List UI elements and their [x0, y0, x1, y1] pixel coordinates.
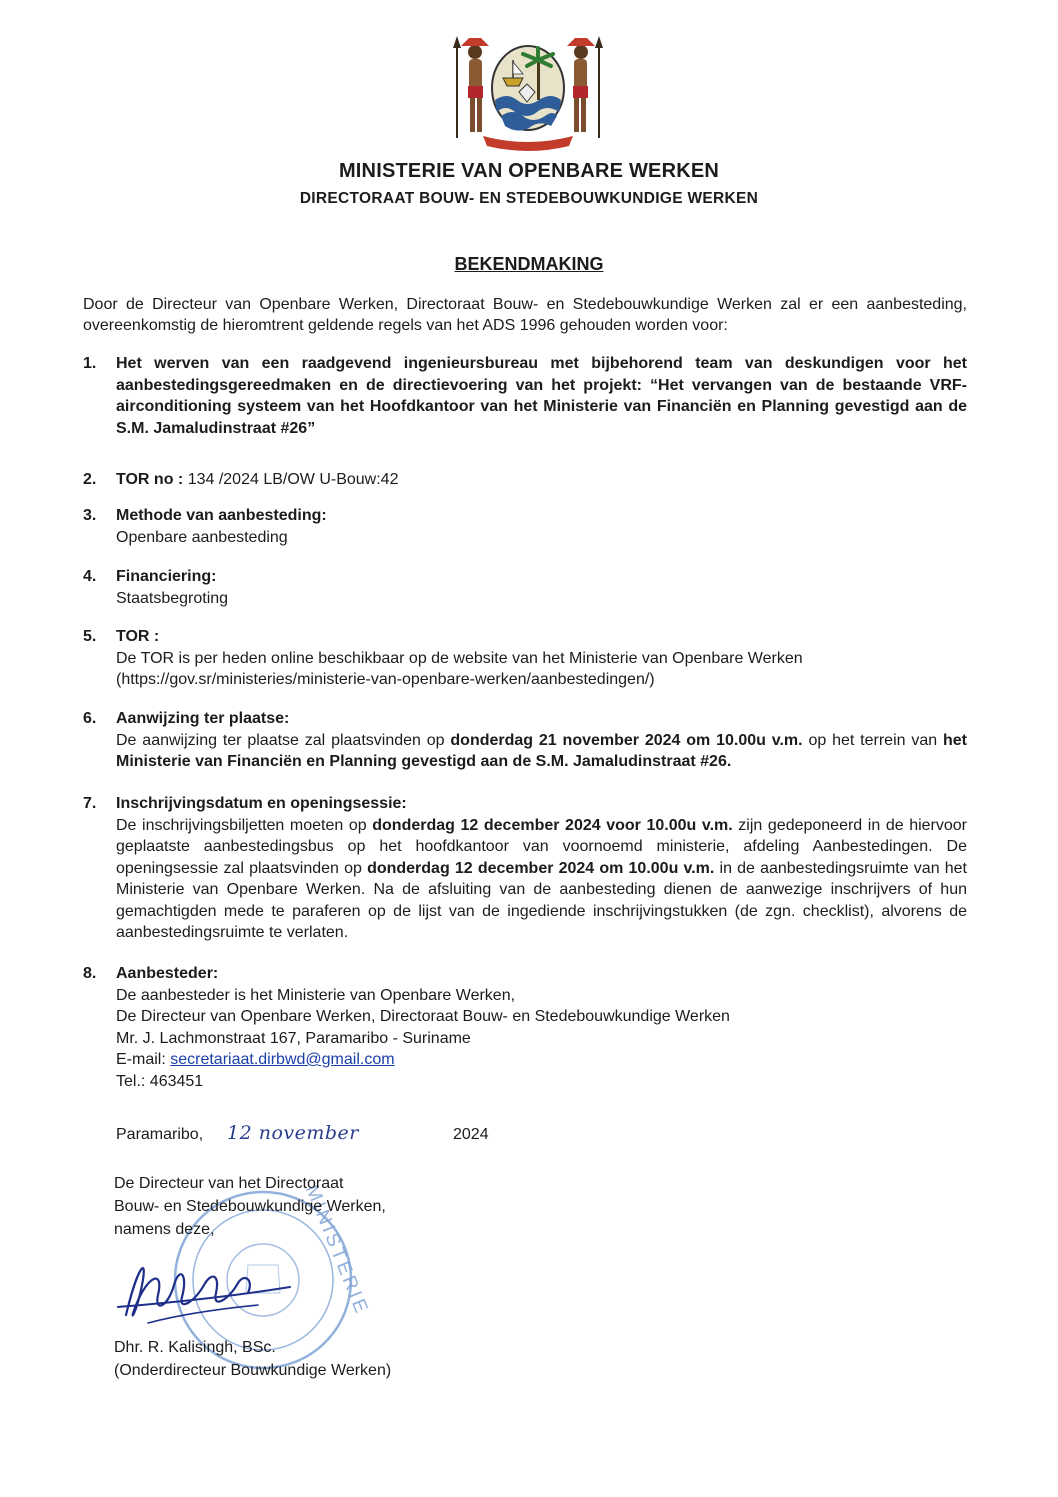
- item-number: 8.: [83, 965, 97, 982]
- item-number: 2.: [83, 471, 97, 488]
- list-item: [83, 626, 967, 691]
- item-line: De Directeur van Openbare Werken, Directoraat Bouw- en Stedebouwkundige Werken: [116, 1008, 730, 1025]
- document-title: BEKENDMAKING: [454, 254, 604, 274]
- sign-line: Bouw- en Stedebouwkundige Werken,: [114, 1198, 386, 1215]
- list-item: [83, 566, 967, 609]
- item-label: Inschrijvingsdatum en openingsessie:: [116, 795, 407, 812]
- handwritten-signature: [108, 1245, 298, 1335]
- signer-name: Dhr. R. Kalisingh, BSc.: [114, 1339, 276, 1356]
- item-line: De TOR is per heden online beschikbaar op de website van het Ministerie van Openbare Werken: [116, 649, 803, 667]
- item-text: Het werven van een raadgevend ingenieursbureau met bijbehorend team van deskundigen voor het aanbestedingsgereedmaken en de directievoering van het projekt: “Het vervangen van de bestaande VRF-airconditioning systeem van het Hoofdkantoor van het Ministerie van Financiën en Planning gevestigd aan de S.M. Jamaludinstraat #26”: [116, 355, 967, 437]
- list-item: [83, 505, 967, 548]
- item-number: 6.: [83, 710, 97, 727]
- sign-line: namens deze,: [114, 1221, 215, 1238]
- item-label: TOR :: [116, 628, 160, 645]
- item-number: 1.: [83, 355, 97, 372]
- item-label: Aanwijzing ter plaatse:: [116, 710, 290, 727]
- tor-number: 134 /2024 LB/OW U-Bouw:42: [183, 471, 399, 488]
- email-link[interactable]: secretariaat.dirbwd@gmail.com: [170, 1051, 395, 1068]
- directorate-heading: DIRECTORAAT BOUW- EN STEDEBOUWKUNDIGE WERKEN: [299, 190, 759, 207]
- coat-of-arms-emblem: [447, 30, 609, 152]
- list-item: [83, 469, 967, 491]
- signature-block: [114, 1172, 386, 1241]
- tor-url: (https://gov.sr/ministeries/ministerie-van-openbare-werken/aanbestedingen/): [116, 671, 655, 688]
- item-label: Financiering:: [116, 568, 217, 585]
- ministry-heading: MINISTERIE VAN OPENBARE WERKEN: [338, 160, 720, 182]
- item-number: 5.: [83, 628, 97, 645]
- item-value: Staatsbegroting: [116, 589, 229, 607]
- address-line: Mr. J. Lachmonstraat 167, Paramaribo - Suriname: [116, 1029, 471, 1047]
- item-paragraph: De inschrijvingsbiljetten moeten op donderdag 12 december 2024 voor 10.00u v.m. zijn gedeponeerd in de hiervoor geplaatste aanbestedingsbus op het hoofdkantoor van voornoemd ministerie, afdeling Aanbestedingen. De openingsessie zal plaatsvinden op donderdag 12 december 2024 om 10.00u v.m. in de aanbestedingsruimte van het Ministerie van Openbare Werken. Na de afsluiting van de aanbesteding dienen de aanwezige inschrijvers of hun gemachtigden mede te paraferen op de lijst van de ingediende inschrijvingstukken (de zgn. checklist), alvorens de aanbestedingsruimte te verlaten.: [116, 816, 968, 941]
- list-item: [83, 708, 967, 773]
- item-line: De aanbesteder is het Ministerie van Openbare Werken,: [116, 986, 516, 1004]
- email-line: E-mail: secretariaat.dirbwd@gmail.com: [116, 1051, 395, 1068]
- item-value: Openbare aanbesteding: [116, 528, 288, 546]
- item-label: Aanbesteder:: [116, 965, 219, 982]
- item-number: 3.: [83, 507, 97, 524]
- item-label: Methode van aanbesteding:: [116, 507, 327, 524]
- date-year: 2024: [453, 1126, 489, 1143]
- item-label: TOR no :: [116, 471, 184, 488]
- item-number: 4.: [83, 568, 97, 585]
- stamp-text: MINISTERIE: [300, 1181, 373, 1319]
- place-label: Paramaribo,: [116, 1126, 204, 1143]
- list-item: [83, 793, 967, 944]
- sign-line: De Directeur van het Directoraat: [114, 1175, 344, 1192]
- handwritten-date: 12 november: [227, 1122, 359, 1144]
- list-item: [83, 353, 967, 439]
- item-paragraph: De aanwijzing ter plaatse zal plaatsvinden op donderdag 21 november 2024 om 10.00u v.m. op het terrein van het Ministerie van Financiën en Planning gevestigd aan de S.M. Jamaludinstraat #26.: [116, 731, 967, 770]
- signer-block: [114, 1336, 391, 1382]
- intro-paragraph: Door de Directeur van Openbare Werken, Directoraat Bouw- en Stedebouwkundige Werken zal er een aanbesteding, overeenkomstig de hieromtrent geldende regels van het ADS 1996 gehouden worden voor:: [83, 296, 967, 334]
- item-number: 7.: [83, 795, 97, 812]
- signer-title: (Onderdirecteur Bouwkundige Werken): [114, 1362, 392, 1379]
- list-item: [83, 963, 967, 1092]
- phone-line: Tel.: 463451: [116, 1072, 204, 1090]
